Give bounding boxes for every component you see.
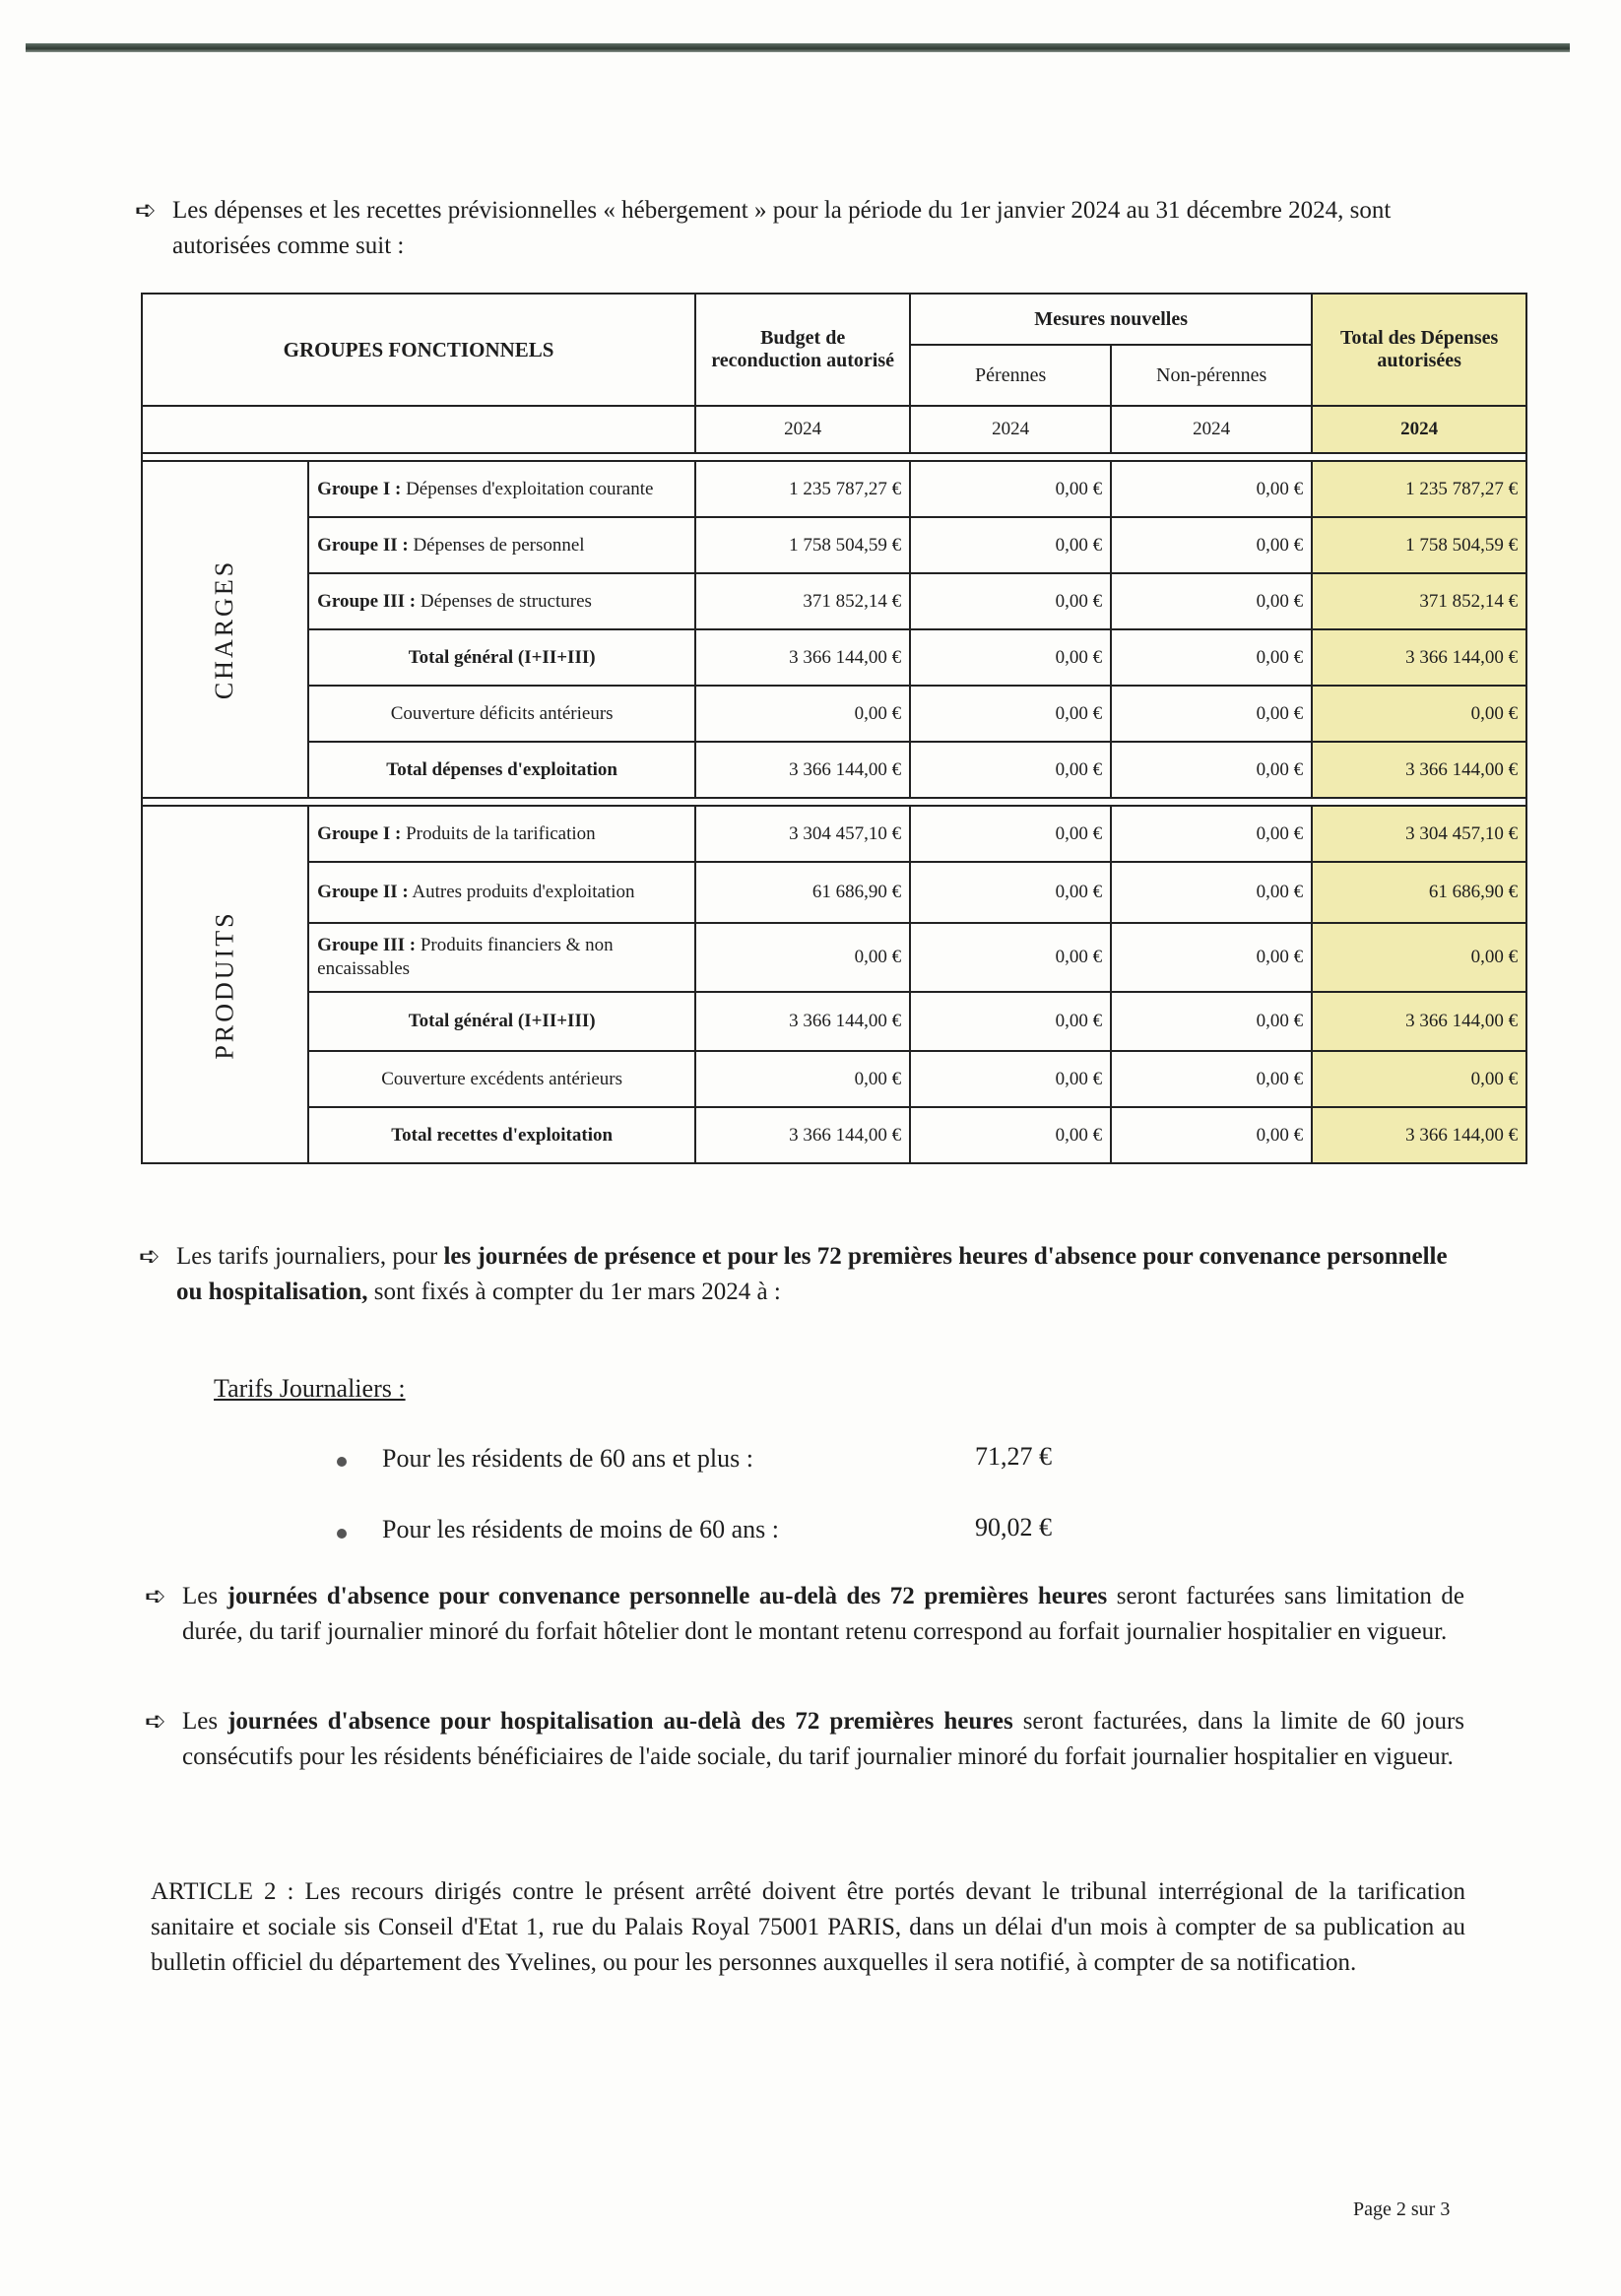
arrow-icon: ➪ [135,196,157,225]
perennes-cell: 0,00 € [910,686,1111,742]
non-perennes-cell: 0,00 € [1111,629,1312,686]
arrow-icon: ➪ [139,1242,161,1271]
table-row [142,742,1526,798]
budget-cell: 61 686,90 € [695,862,910,923]
row-label: Total général (I+II+III) [308,992,695,1051]
article-2 [151,1874,1465,1981]
non-perennes-cell: 0,00 € [1111,686,1312,742]
budget-cell: 0,00 € [695,686,910,742]
row-label: Couverture déficits antérieurs [308,686,695,742]
row-label: Groupe III : Produits financiers & non encaissables [308,923,695,992]
table-row [142,862,1526,923]
total-cell: 3 366 144,00 € [1312,742,1526,798]
table-row [142,806,1526,862]
perennes-cell: 0,00 € [910,923,1111,992]
budget-cell: 0,00 € [695,923,910,992]
table-row [142,573,1526,629]
tarifs-title: Tarifs Journaliers : [214,1374,406,1403]
tarif-value: 71,27 € [975,1442,1052,1471]
tarifs-bold: les journées de présence et pour les 72 premières heures d'absence pour convenance personnelle ou hospitalisation, [176,1243,1448,1305]
total-cell: 3 366 144,00 € [1312,992,1526,1051]
perennes-cell: 0,00 € [910,461,1111,517]
total-cell: 3 304 457,10 € [1312,806,1526,862]
non-perennes-cell: 0,00 € [1111,1107,1312,1163]
mesures-header: Mesures nouvelles [910,294,1312,345]
budget-cell: 3 366 144,00 € [695,629,910,686]
bullet-icon [337,1457,347,1467]
perennes-cell: 0,00 € [910,1107,1111,1163]
non-perennes-cell: 0,00 € [1111,573,1312,629]
arrow-icon: ➪ [145,1582,166,1610]
tarif-label: Pour les résidents de 60 ans et plus : [382,1444,753,1473]
intro-paragraph [135,193,1474,264]
row-label: Groupe I : Produits de la tarification [308,806,695,862]
total-header: Total des Dépenses autorisées [1312,294,1526,406]
table-row [142,517,1526,573]
table-row [142,992,1526,1051]
total-cell: 3 366 144,00 € [1312,629,1526,686]
budget-cell: 3 366 144,00 € [695,992,910,1051]
non-perennes-cell: 0,00 € [1111,992,1312,1051]
total-cell: 0,00 € [1312,923,1526,992]
non-perennes-cell: 0,00 € [1111,923,1312,992]
row-label: Groupe II : Dépenses de personnel [308,517,695,573]
article-text: Les recours dirigés contre le présent arrêté doivent être portés devant le tribunal interrégional de la tarification sanitaire et sociale sis Conseil d'Etat 1, rue du Palais Royal 75001 PARIS, dans un délai d'un mois à compter de sa publication au bulletin officiel du département des Yvelines, ou pour les personnes auxquelles il sera notifié, à compter de sa notification. [151,1878,1465,1976]
row-label: Total dépenses d'exploitation [308,742,695,798]
table-row [142,1107,1526,1163]
year-label: 2024 [1312,406,1526,453]
year-label: 2024 [910,406,1111,453]
non-perennes-cell: 0,00 € [1111,742,1312,798]
total-cell: 61 686,90 € [1312,862,1526,923]
row-label: Groupe II : Autres produits d'exploitation [308,862,695,923]
year-label: 2024 [695,406,910,453]
tarifs-prefix: Les tarifs journaliers, pour [176,1243,438,1270]
tarifs-paragraph [139,1239,1468,1310]
perennes-cell: 0,00 € [910,862,1111,923]
row-label: Groupe III : Dépenses de structures [308,573,695,629]
charges-section-label: CHARGES [142,461,308,798]
budget-header: Budget de reconduction autorisé [695,294,910,406]
budget-cell: 0,00 € [695,1051,910,1107]
non-perennes-cell: 0,00 € [1111,461,1312,517]
total-cell: 1 758 504,59 € [1312,517,1526,573]
perennes-cell: 0,00 € [910,992,1111,1051]
page-number: Page 2 sur 3 [1353,2198,1451,2220]
budget-cell: 3 304 457,10 € [695,806,910,862]
year-row [142,406,1526,453]
absence-convenance-paragraph: ➪ Les journées d'absence pour convenance personnelle au-delà des 72 premières heures seront facturées sans limitation de durée, du tarif journalier minoré du forfait hôtelier dont le montant retenu correspond au forfait journalier hospitalier en vigueur. [145,1579,1464,1650]
intro-text: Les dépenses et les recettes prévisionnelles « hébergement » pour la période du 1er janvier 2024 au 31 décembre 2024, sont autorisées comme suit : [172,197,1392,259]
budget-cell: 3 366 144,00 € [695,1107,910,1163]
tarif-value: 90,02 € [975,1513,1052,1542]
perennes-cell: 0,00 € [910,1051,1111,1107]
perennes-cell: 0,00 € [910,517,1111,573]
tarifs-suffix: sont fixés à compter du 1er mars 2024 à : [373,1279,781,1305]
total-cell: 1 235 787,27 € [1312,461,1526,517]
table-row [142,923,1526,992]
header-rule [26,43,1570,52]
non-perennes-cell: 0,00 € [1111,862,1312,923]
row-label: Groupe I : Dépenses d'exploitation courante [308,461,695,517]
non-perennes-cell: 0,00 € [1111,1051,1312,1107]
non-perennes-cell: 0,00 € [1111,806,1312,862]
non-perennes-header: Non-pérennes [1111,345,1312,406]
total-cell: 0,00 € [1312,686,1526,742]
table-row [142,686,1526,742]
total-cell: 0,00 € [1312,1051,1526,1107]
groups-header: GROUPES FONCTIONNELS [142,294,695,406]
budget-cell: 1 758 504,59 € [695,517,910,573]
perennes-cell: 0,00 € [910,629,1111,686]
article-title: ARTICLE 2 : [151,1878,294,1905]
row-label: Total général (I+II+III) [308,629,695,686]
perennes-cell: 0,00 € [910,742,1111,798]
table-row [142,629,1526,686]
produits-section-label: PRODUITS [142,806,308,1163]
perennes-cell: 0,00 € [910,806,1111,862]
total-cell: 3 366 144,00 € [1312,1107,1526,1163]
year-label: 2024 [1111,406,1312,453]
budget-cell: 371 852,14 € [695,573,910,629]
budget-table [141,293,1527,1164]
table-row [142,1051,1526,1107]
table-row [142,461,1526,517]
total-cell: 371 852,14 € [1312,573,1526,629]
perennes-cell: 0,00 € [910,573,1111,629]
absence-hospitalisation-paragraph: ➪ Les journées d'absence pour hospitalisation au-delà des 72 premières heures seront facturées, dans la limite de 60 jours consécutifs pour les résidents bénéficiaires de l'aide sociale, du tarif journalier minoré du forfait journalier hospitalier en vigueur. [145,1704,1464,1775]
non-perennes-cell: 0,00 € [1111,517,1312,573]
perennes-header: Pérennes [910,345,1111,406]
bullet-icon [337,1529,347,1539]
row-label: Total recettes d'exploitation [308,1107,695,1163]
tarif-label: Pour les résidents de moins de 60 ans : [382,1515,779,1543]
budget-cell: 1 235 787,27 € [695,461,910,517]
row-label: Couverture excédents antérieurs [308,1051,695,1107]
arrow-icon: ➪ [145,1707,166,1736]
budget-cell: 3 366 144,00 € [695,742,910,798]
